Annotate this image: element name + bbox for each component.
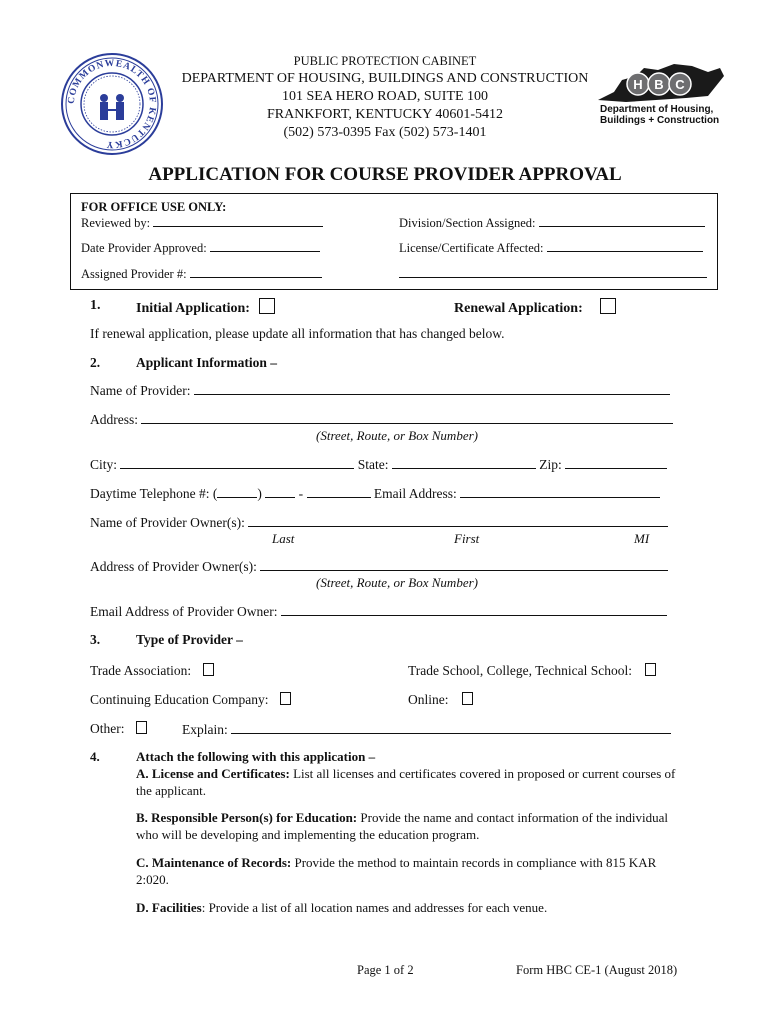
item-a-title: A. License and Certificates:	[136, 766, 290, 781]
division-label: Division/Section Assigned:	[399, 216, 536, 230]
date-approved-label: Date Provider Approved:	[81, 241, 207, 255]
phone-paren: )	[257, 486, 262, 501]
item-c-title: C. Maintenance of Records:	[136, 855, 292, 870]
trade-association-checkbox[interactable]	[203, 663, 214, 676]
phone-dash: -	[298, 486, 304, 501]
provider-name-field[interactable]	[194, 382, 670, 395]
explain-label: Explain:	[182, 722, 228, 737]
svg-text:C: C	[675, 77, 685, 92]
item-b-text: Provide the name and contact information of the individual who will be developing and implementing the education program.	[136, 810, 668, 842]
trade-school-checkbox[interactable]	[645, 663, 656, 676]
owner-email-field[interactable]	[281, 603, 667, 616]
item-d-title: D. Facilities	[136, 900, 202, 915]
extra-office-field[interactable]	[399, 265, 707, 278]
owner-address-label: Address of Provider Owner(s):	[90, 559, 257, 574]
provider-name-label: Name of Provider:	[90, 383, 191, 398]
division-field[interactable]	[539, 214, 705, 227]
reviewed-by-label: Reviewed by:	[81, 216, 151, 230]
initial-application-label: Initial Application:	[136, 301, 250, 316]
section-4-heading: Attach the following with this application –	[136, 749, 376, 764]
trade-association-label: Trade Association:	[90, 663, 192, 678]
email-label: Email Address:	[373, 486, 457, 501]
page-number: Page 1 of 2	[357, 963, 414, 977]
svg-text:COMMONWEALTH OF KENTUCKY: COMMONWEALTH OF KENTUCKY	[66, 58, 158, 150]
item-a-text: List all licenses and certificates covered in proposed or current courses of the applicant.	[136, 766, 676, 798]
phone-area-code-field[interactable]	[217, 485, 257, 498]
state-label: State:	[357, 457, 389, 472]
address-line-1: 101 SEA HERO ROAD, SUITE 100	[281, 89, 489, 104]
office-use-box	[70, 193, 718, 290]
phone-prefix-field[interactable]	[265, 485, 295, 498]
address-hint: (Street, Route, or Box Number)	[316, 428, 478, 443]
item-d-text: : Provide a list of all location names and addresses for each venue.	[201, 900, 548, 915]
item-a	[136, 765, 676, 799]
owner-mi-hint: MI	[634, 531, 650, 546]
item-b-title: B. Responsible Person(s) for Education:	[136, 810, 358, 825]
city-label: City:	[90, 457, 118, 472]
license-affected-label: License/Certificate Affected:	[399, 241, 544, 255]
trade-school-label: Trade School, College, Technical School:	[408, 663, 633, 678]
reviewed-by-field[interactable]	[153, 214, 323, 227]
item-d	[136, 899, 676, 916]
zip-field[interactable]	[565, 456, 667, 469]
online-checkbox[interactable]	[462, 692, 473, 705]
phone-number-field[interactable]	[307, 485, 371, 498]
state-field[interactable]	[392, 456, 536, 469]
renewal-note: If renewal application, please update all information that has changed below.	[90, 326, 505, 341]
logo-line-1: Department of Housing,	[600, 104, 714, 115]
owner-name-field[interactable]	[248, 514, 668, 527]
continuing-education-label: Continuing Education Company:	[90, 692, 269, 707]
section-3-heading: Type of Provider –	[136, 632, 243, 647]
assigned-provider-label: Assigned Provider #:	[81, 267, 187, 281]
state-seal	[60, 52, 164, 156]
explain-field[interactable]	[231, 721, 671, 734]
owner-address-field[interactable]	[260, 558, 668, 571]
phone-fax: (502) 573-0395 Fax (502) 573-1401	[283, 125, 487, 140]
cabinet-name: PUBLIC PROTECTION CABINET	[293, 54, 477, 68]
online-label: Online:	[408, 692, 449, 707]
section-1-number: 1.	[90, 298, 101, 313]
other-checkbox[interactable]	[136, 721, 147, 734]
owner-name-label: Name of Provider Owner(s):	[90, 515, 245, 530]
item-c	[136, 854, 676, 888]
page-title: APPLICATION FOR COURSE PROVIDER APPROVAL	[148, 164, 622, 185]
section-2-heading: Applicant Information –	[136, 355, 278, 370]
hbc-logo	[596, 62, 726, 138]
section-3-number: 3.	[90, 632, 101, 647]
owner-email-label: Email Address of Provider Owner:	[90, 604, 278, 619]
assigned-provider-field[interactable]	[190, 265, 322, 278]
continuing-education-checkbox[interactable]	[280, 692, 291, 705]
address-field[interactable]	[141, 411, 673, 424]
zip-label: Zip:	[539, 457, 562, 472]
office-heading: FOR OFFICE USE ONLY:	[81, 200, 227, 214]
renewal-application-label: Renewal Application:	[454, 301, 583, 316]
section-4-number: 4.	[90, 749, 100, 764]
department-name: DEPARTMENT OF HOUSING, BUILDINGS AND CONSTRUCTION	[181, 71, 589, 86]
form-id: Form HBC CE-1 (August 2018)	[516, 963, 678, 977]
other-label: Other:	[90, 721, 125, 736]
owner-first-hint: First	[454, 531, 480, 546]
address-label: Address:	[90, 412, 138, 427]
logo-line-2: Buildings + Construction	[600, 115, 720, 126]
item-c-text: Provide the method to maintain records in compliance with 815 KAR 2:020.	[136, 855, 657, 887]
address-line-2: FRANKFORT, KENTUCKY 40601-5412	[267, 107, 503, 122]
renewal-application-checkbox[interactable]	[600, 298, 616, 314]
initial-application-checkbox[interactable]	[259, 298, 275, 314]
city-field[interactable]	[120, 456, 354, 469]
svg-text:B: B	[654, 77, 664, 92]
section-2-number: 2.	[90, 355, 101, 370]
license-affected-field[interactable]	[547, 239, 703, 252]
phone-label: Daytime Telephone #: (	[90, 486, 218, 501]
email-field[interactable]	[460, 485, 660, 498]
item-b	[136, 809, 676, 843]
owner-last-hint: Last	[272, 531, 295, 546]
date-approved-field[interactable]	[210, 239, 320, 252]
svg-text:H: H	[633, 77, 643, 92]
owner-address-hint: (Street, Route, or Box Number)	[316, 575, 478, 590]
